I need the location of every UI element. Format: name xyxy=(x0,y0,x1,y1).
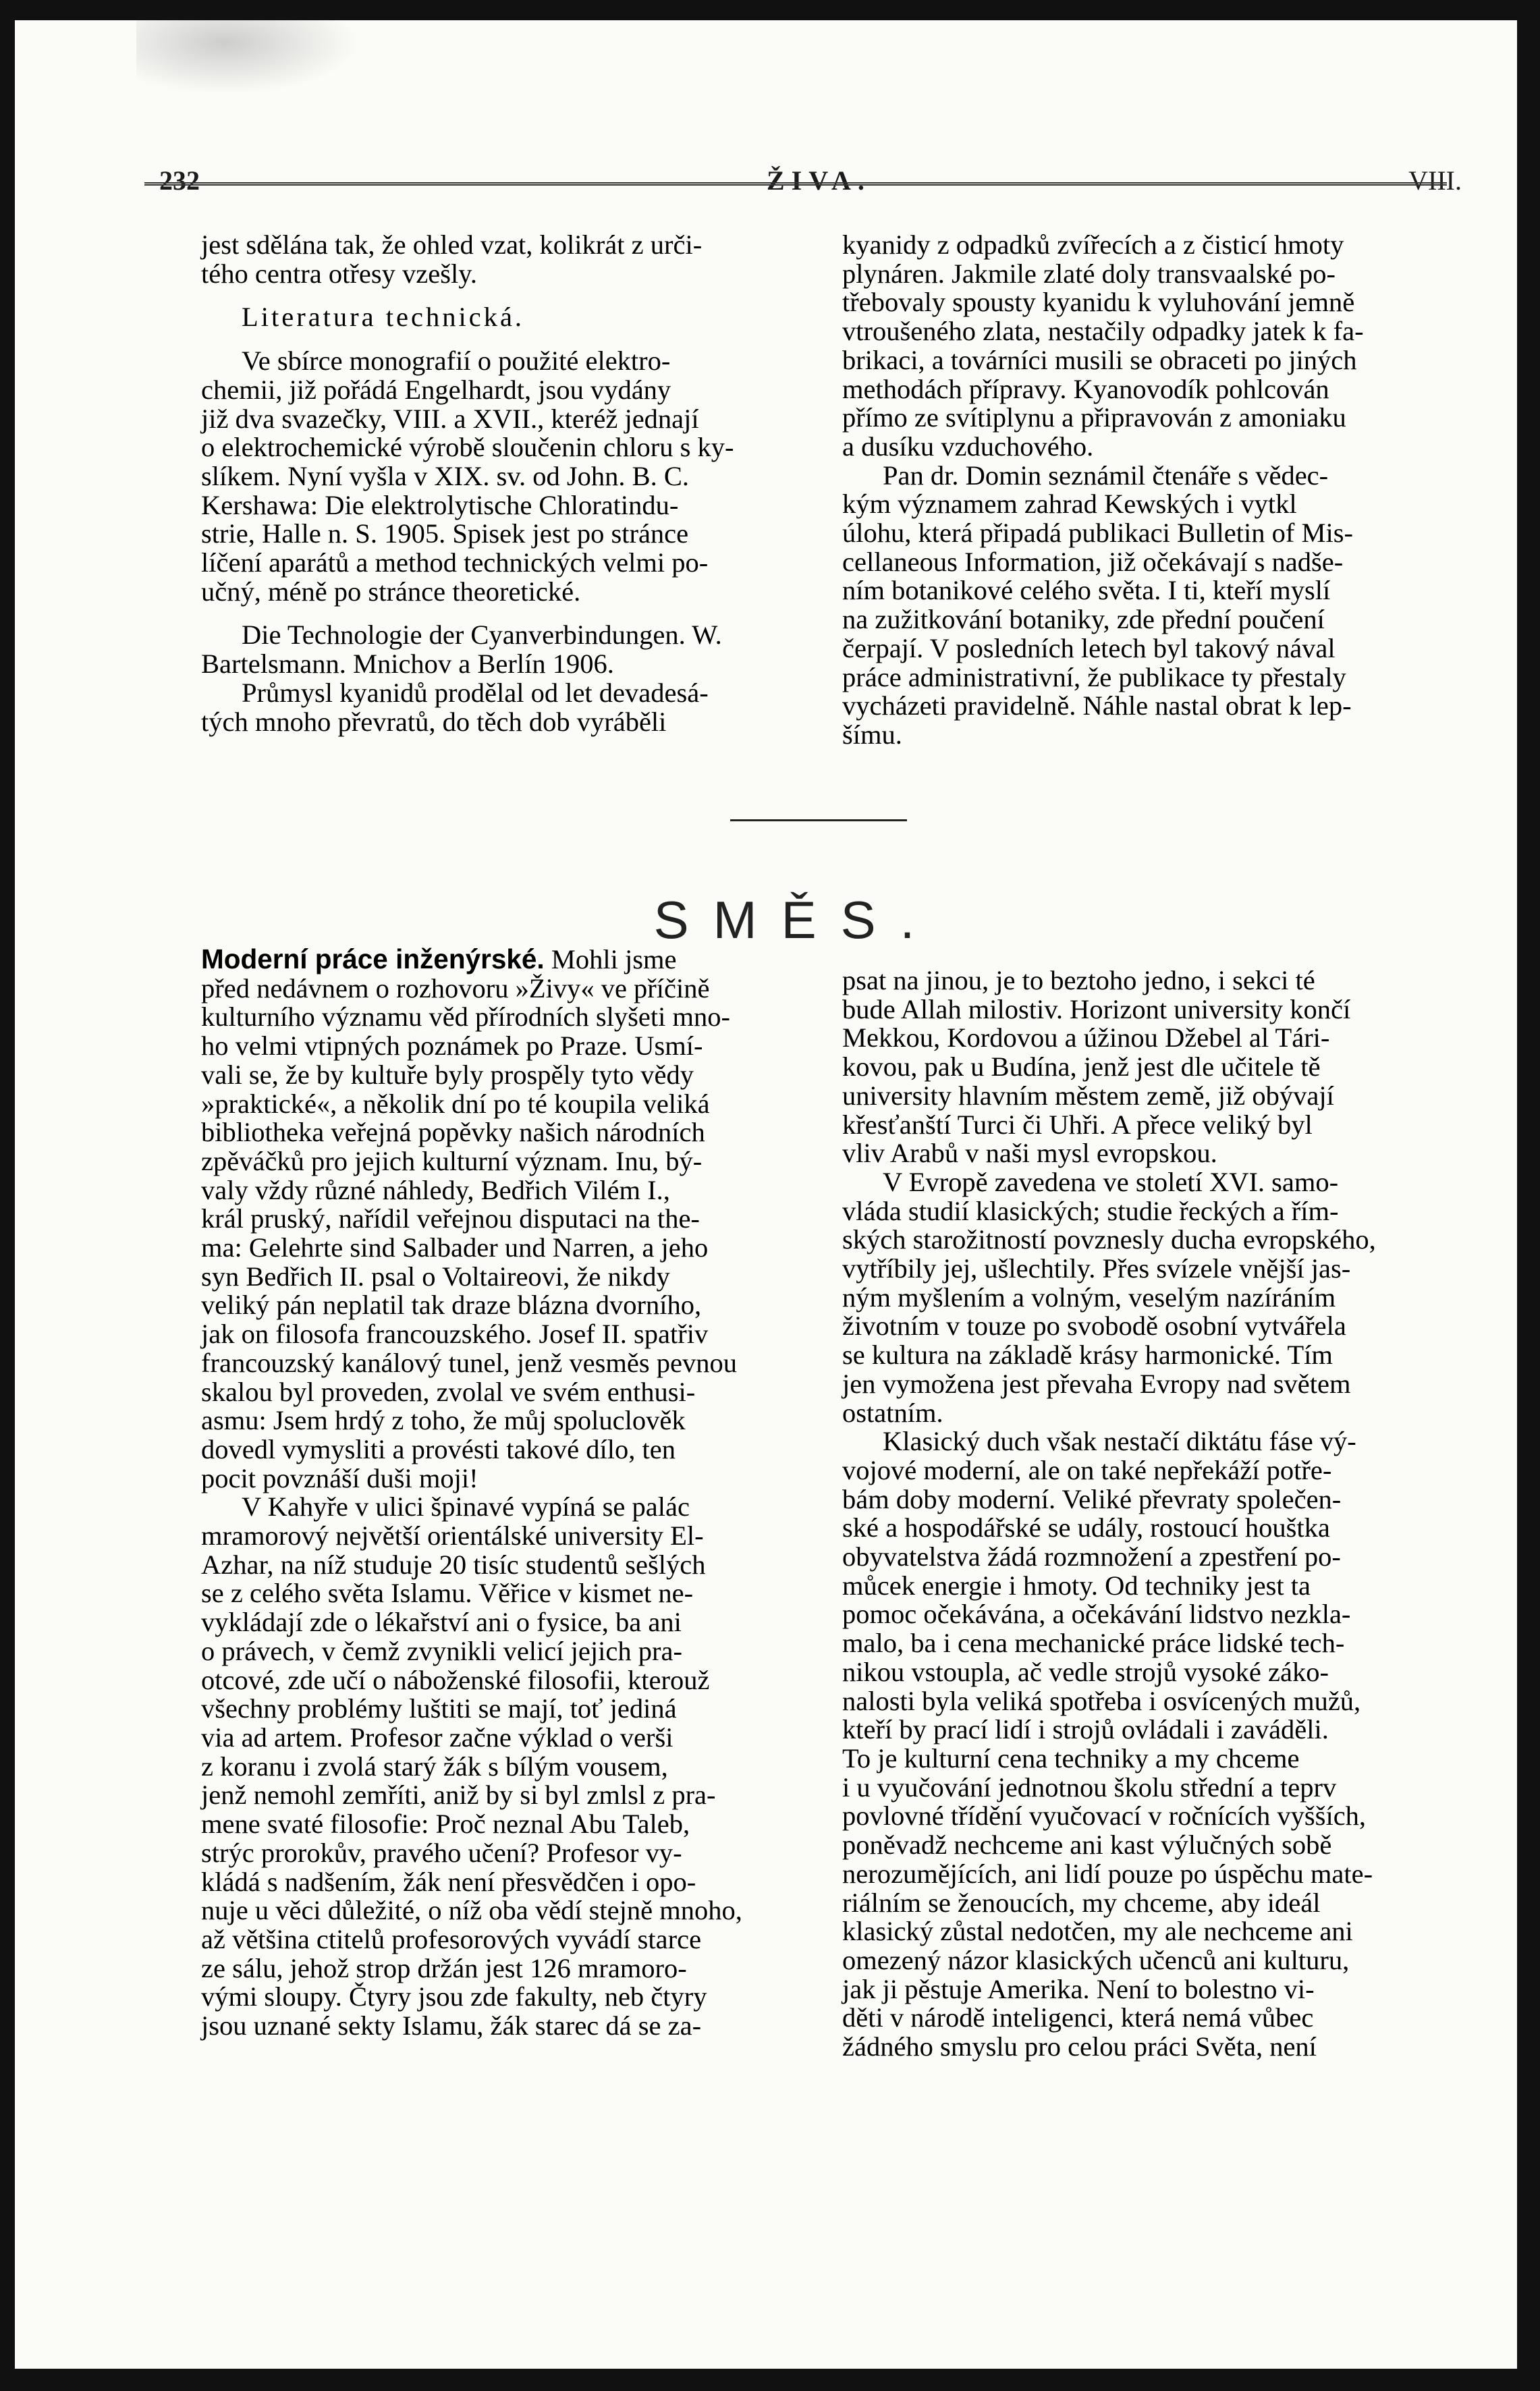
volume-number: VIII. xyxy=(1408,165,1462,196)
text-line: děti v národě inteligenci, která nemá vůbec xyxy=(842,2002,1314,2033)
text-line: vytříbily jej, ušlechtily. Přes svízele vnější jas- xyxy=(842,1253,1351,1284)
text-line: všechny problémy luštiti se mají, toť jediná xyxy=(201,1693,677,1724)
text-line: strie, Halle n. S. 1905. Spisek jest po stránce xyxy=(201,518,689,549)
text-line: To je kulturní cena techniky a my chceme xyxy=(842,1742,1300,1774)
text-line: kovou, pak u Budína, jenž jest dle učitele tě xyxy=(842,1051,1321,1082)
text-line: na zužitkování botaniky, zde přední poučení xyxy=(842,604,1325,635)
text-line: práce administrativní, že publikace ty přestaly xyxy=(842,661,1346,692)
text-line: chemii, již pořádá Engelhardt, jsou vydány xyxy=(201,374,671,405)
text-line: až většina ctitelů profesorových vyvádí starce xyxy=(201,1923,702,1954)
text-line: psat na jinou, je to beztoho jedno, i sekci té xyxy=(842,965,1315,995)
text-line: jak on filosofa francouzského. Josef II. spatřiv xyxy=(201,1319,709,1350)
page-number: 232 xyxy=(159,165,200,196)
text-line: a dusíku vzduchového. xyxy=(842,431,1094,462)
text-line: vými sloupy. Čtyry jsou zde fakulty, neb čtyry xyxy=(201,1981,707,2012)
text-line: bude Allah milostiv. Horizont university končí xyxy=(842,993,1351,1024)
text-line: omezený názor klasických učenců ani kulturu, xyxy=(842,1944,1350,1975)
text-line: kým významem zahrad Kewských i vytkl xyxy=(842,489,1297,520)
text-line: klasický zůstal nedotčen, my ale nechceme ani xyxy=(842,1916,1353,1947)
text-line: ním botanikové celého světa. I ti, kteří myslí xyxy=(842,575,1331,606)
text-line: před nedávnem o rozhovoru »Živy« ve příčině xyxy=(201,972,710,1004)
text-line: vliv Arabů v naši mysl evropskou. xyxy=(842,1138,1217,1169)
text-line: slíkem. Nyní vyšla v XIX. sv. od John. B. C. xyxy=(201,460,690,491)
text-line: nuje u věci důležité, o níž oba vědí stejně mnoho, xyxy=(201,1895,742,1926)
text-line: ným myšlením a volným, veselým nazíráním xyxy=(842,1282,1336,1313)
text-line: třebovaly spousty kyanidu k vyluhování jemně xyxy=(842,287,1355,318)
text-line: V Evropě zavedena ve století XVI. samo- xyxy=(883,1166,1339,1197)
text-line: pocit povznáší duši moji! xyxy=(201,1462,478,1493)
text-line: riálním se ženoucích, my chceme, aby ideál xyxy=(842,1887,1321,1918)
text-line: asmu: Jsem hrdý z toho, že můj spoluclověk xyxy=(201,1405,686,1436)
text-line: nerozumějících, ani lidí pouze po úspěchu mate- xyxy=(842,1858,1373,1889)
text-line: ostatním. xyxy=(842,1397,943,1428)
text-line: tého centra otřesy vzešly. xyxy=(201,258,477,289)
text-line: mramorový největší orientálské university El- xyxy=(201,1520,704,1551)
text-line: ské a hospodářské se udály, rostoucí houštka xyxy=(842,1512,1330,1543)
text-line: plynáren. Jakmile zlaté doly transvaalské po- xyxy=(842,258,1336,289)
text-line: Bartelsmann. Mnichov a Berlín 1906. xyxy=(201,649,614,680)
text-line: šímu. xyxy=(842,719,902,750)
text-line: ma: Gelehrte sind Salbader und Narren, a jeho xyxy=(201,1232,709,1263)
text-line-book-title: Die Technologie der Cyanverbindungen. W. xyxy=(242,620,722,651)
text-line: Pan dr. Domin seznámil čtenáře s vědec- xyxy=(883,460,1329,491)
text-line: jen vymožena jest převaha Evropy nad světem xyxy=(842,1368,1351,1399)
text-line: Azhar, na níž studuje 20 tisíc studentů sešlých xyxy=(201,1549,706,1580)
subheading-literatura: Literatura technická. xyxy=(242,302,525,333)
text-line: bám doby moderní. Veliké převraty společen- xyxy=(842,1483,1342,1514)
text-line: jak ji pěstuje Amerika. Není to bolestno vi- xyxy=(842,1973,1315,2004)
text-line: král pruský, nařídil veřejnou disputaci na the- xyxy=(201,1203,700,1234)
text-line: poněvadž nechceme ani kast výlučných sobě xyxy=(842,1830,1332,1861)
text-line: vycházeti pravidelně. Náhle nastal obrat k lep- xyxy=(842,690,1352,721)
text-line: jenž nemohl zemříti, aniž by si byl zmlsl z pra- xyxy=(201,1780,716,1811)
text-line: čerpají. V posledních letech byl takový nával xyxy=(842,632,1336,663)
text-line: nalosti byla veliká spotřeba i osvícených mužů, xyxy=(842,1685,1361,1716)
text-line: úlohu, která připadá publikaci Bulletin of Mis- xyxy=(842,518,1353,549)
text-line: V Kahyře v ulici špinavé vypíná se palác xyxy=(242,1491,690,1522)
text-line: vali se, že by kultuře byly prospěly tyto vědy xyxy=(201,1059,694,1090)
text-line: se kultura na základě krásy harmonické. Tím xyxy=(842,1340,1333,1371)
text-line: university hlavním městem země, již obývají xyxy=(842,1080,1334,1111)
column-bottom-left xyxy=(201,945,808,2041)
text-line: dovedl vymysliti a provésti takové dílo, ten xyxy=(201,1433,676,1464)
text-line: valy vždy různé náhledy, Bedřich Vilém I., xyxy=(201,1174,670,1205)
text-line: se z celého světa Islamu. Věřice v kismet ne- xyxy=(201,1578,694,1609)
text-line: »praktické«, a několik dní po té koupila veliká xyxy=(201,1088,710,1119)
text-line: kyanidy z odpadků zvířecích a z čisticí hmoty xyxy=(842,229,1344,260)
text-line: ze sálu, jehož strop držán jest 126 mramoro- xyxy=(201,1952,687,1983)
text-line: líčení aparátů a method technických velmi po- xyxy=(201,547,709,578)
text-line: pomoc očekávána, a očekávání lidstvo nezkla- xyxy=(842,1599,1351,1630)
text-line: vykládají zde o lékařství ani o fysice, ba ani xyxy=(201,1607,682,1638)
text-line: vtroušeného zlata, nestačily odpadky jatek k fa- xyxy=(842,316,1364,347)
text-line: jest sdělána tak, že ohled vzat, kolikrát z urči- xyxy=(201,229,703,260)
text-line: kládá s nadšením, žák není přesvědčen i opo- xyxy=(201,1866,696,1897)
text-line: i u vyučování jednotnou školu střední a teprv xyxy=(842,1771,1337,1803)
text-line: mene svaté filosofie: Proč neznal Abu Taleb, xyxy=(201,1809,690,1840)
text-line: strýc prorokův, pravého učení? Profesor vy- xyxy=(201,1837,682,1868)
text-line: brikaci, a továrníci musili se obraceti po jiných xyxy=(842,344,1357,375)
text-line: via ad artem. Profesor začne výklad o verši xyxy=(201,1722,673,1753)
text-line: skalou byl proveden, zvolal ve svém enthusi- xyxy=(201,1376,696,1407)
text-line: učný, méně po stránce theoretické. xyxy=(201,576,581,607)
text-line: o právech, v čemž zvynikli velicí jejich pra- xyxy=(201,1635,682,1666)
text-line: zpěváčků pro jejich kulturní význam. Inu, bý- xyxy=(201,1145,703,1176)
text-line: kulturního významu věd přírodních slyšeti mno- xyxy=(201,1001,730,1033)
text-line: Ve sbírce monografií o použité elektro- xyxy=(242,346,671,377)
text-line: veliký pán neplatil tak draze blázna dvorního, xyxy=(201,1290,702,1321)
text-line: Mekkou, Kordovou a úžinou Džebel al Tári- xyxy=(842,1022,1330,1053)
text-line: životním v touze po svobodě osobní vytvářela xyxy=(842,1311,1346,1342)
text-line: Průmysl kyanidů prodělal od let devadesá- xyxy=(242,677,709,708)
text-line: můcek energie i hmoty. Od techniky jest ta xyxy=(842,1570,1311,1601)
text-line: ho velmi vtipných poznámek po Praze. Usmí- xyxy=(201,1030,703,1062)
text-line: vláda studií klasických; studie řeckých a řím- xyxy=(842,1195,1339,1226)
text-line: cellaneous Information, již očekávají s nadše- xyxy=(842,546,1344,577)
article-lead-heading: Moderní práce inženýrské. xyxy=(201,943,545,974)
column-bottom-right xyxy=(842,966,1450,2062)
text-line: methodách přípravy. Kyanovodík pohlcován xyxy=(842,373,1329,404)
text-line: Klasický duch však nestačí diktátu fáse vý- xyxy=(883,1426,1356,1457)
text-line: nikou vstoupla, ač vedle strojů vysoké záko- xyxy=(842,1656,1329,1687)
text-line: z koranu i zvolá starý žák s bílým vousem, xyxy=(201,1751,668,1782)
text-line: vojové moderní, ale on také nepřekáží potře- xyxy=(842,1454,1332,1485)
text-line: křesťanští Turci či Uhři. A přece veliký byl xyxy=(842,1109,1313,1140)
text-line: přímo ze svítiplynu a připravován z amoniaku xyxy=(842,402,1346,433)
text-line: o elektrochemické výrobě sloučenin chloru s ky- xyxy=(201,432,734,463)
text-line: Kershawa: Die elektrolytische Chloratindu- xyxy=(201,489,679,520)
text-line: již dva svazečky, VIII. a XVII., kteréž jednají xyxy=(201,403,699,434)
text-line: ských starožitností povznesly ducha evropského, xyxy=(842,1224,1376,1255)
column-top-left xyxy=(201,231,808,736)
text-line: francouzský kanálový tunel, jenž vesměs pevnou xyxy=(201,1347,738,1378)
column-top-right xyxy=(842,231,1450,750)
text-line: Mohli jsme xyxy=(551,944,677,974)
text-line: bibliotheka veřejná popěvky našich národních xyxy=(201,1117,705,1148)
section-divider xyxy=(730,819,907,821)
text-line: žádného smyslu pro celou práci Světa, není xyxy=(842,2031,1317,2062)
text-line: otcové, zde učí o náboženské filosofii, kterouž xyxy=(201,1664,710,1695)
journal-title: ŽIVA. xyxy=(767,165,871,196)
text-line: povlovné třídění vyučovací v ročnících vyšších, xyxy=(842,1801,1367,1832)
text-line: kteří by prací lidí i strojů ovládali i zaváděli. xyxy=(842,1714,1329,1745)
paper-stain xyxy=(136,20,359,94)
section-title: SMĚS. xyxy=(653,890,939,950)
header-rule xyxy=(144,182,1447,186)
text-line: obyvatelstva žádá rozmnožení a zpestření po- xyxy=(842,1541,1341,1572)
text-line: jsou uznané sekty Islamu, žák starec dá se za- xyxy=(201,2010,702,2041)
text-line: malo, ba i cena mechanické práce lidské tech- xyxy=(842,1628,1345,1659)
text-line: tých mnoho převratů, do těch dob vyráběli xyxy=(201,706,667,737)
text-line: syn Bedřich II. psal o Voltaireovi, že nikdy xyxy=(201,1261,670,1292)
